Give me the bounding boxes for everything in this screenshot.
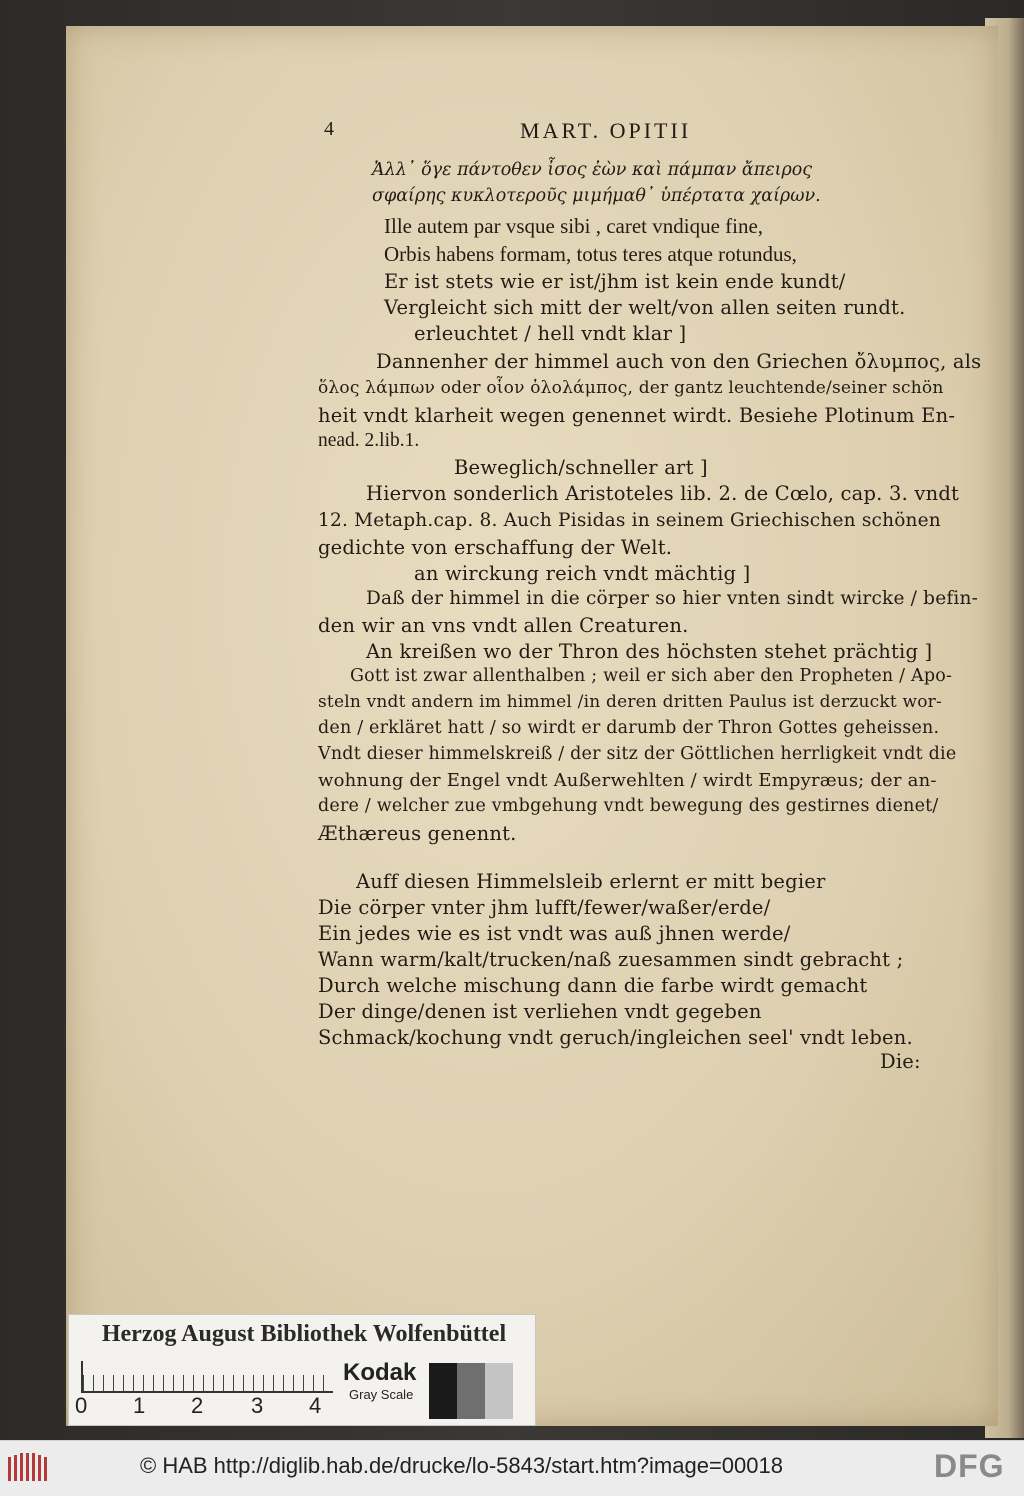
text-line: erleuchtet / hell vndt klar ] xyxy=(414,322,687,345)
text-line: gedichte von erschaffung der Welt. xyxy=(318,536,673,559)
text-line: wohnung der Engel vndt Außerwehlten / wirdt Empyræus; der an- xyxy=(318,770,937,791)
color-target-card xyxy=(68,1314,536,1426)
footer-credit-link[interactable]: © HAB http://diglib.hab.de/drucke/lo-5843/start.htm?image=00018 xyxy=(140,1453,783,1478)
verse-line: Die cörper vnter jhm lufft/fewer/waßer/erde/ xyxy=(318,896,771,919)
text-line: 12. Metaph.cap. 8. Auch Pisidas in seinem Griechischen schönen xyxy=(318,510,941,531)
text-line: Æthæreus genennt. xyxy=(318,822,517,845)
text-line: Orbis habens formam, totus teres atque rotundus, xyxy=(384,242,797,266)
text-line: Ἀλλ᾽ ὅγε πάντοθεν ἶσος ἐὼν καὶ πάμπαν ἄπειρος xyxy=(372,160,813,180)
text-line: Beweglich/schneller art ] xyxy=(454,456,708,479)
text-line: nead. 2.lib.1. xyxy=(318,430,420,451)
text-line: Vergleicht sich mitt der welt/von allen seiten rundt. xyxy=(384,296,906,319)
text-line: Vndt dieser himmelskreiß / der sitz der Göttlichen herrligkeit vndt die xyxy=(318,744,957,764)
target-title: Herzog August Bibliothek Wolfenbüttel xyxy=(101,1321,507,1347)
catchword: Die: xyxy=(880,1050,921,1073)
text-line: heit vndt klarheit wegen genennet wirdt. Besiehe Plotinum En- xyxy=(318,404,956,427)
verse-line: Durch welche mischung dann die farbe wirdt gemacht xyxy=(318,974,868,997)
footer-bar xyxy=(0,1440,1024,1496)
page-number: 4 xyxy=(324,118,337,140)
gray-swatch-black xyxy=(429,1363,457,1419)
text-line: den wir an vns vndt allen Creaturen. xyxy=(318,614,689,637)
text-line: dere / welcher zue vmbgehung vndt bewegung des gestirnes dienet/ xyxy=(318,796,939,816)
ruler-number: 3 xyxy=(251,1393,264,1418)
verse-line: Der dinge/denen ist verliehen vndt gegeben xyxy=(318,1000,762,1023)
text-line: steln vndt andern im himmel /in deren dritten Paulus ist derzuckt wor- xyxy=(318,692,942,712)
text-line: Er ist stets wie er ist/jhm ist kein ende kundt/ xyxy=(384,270,846,293)
text-line: an wirckung reich vndt mächtig ] xyxy=(414,562,751,585)
ruler-number: 2 xyxy=(191,1393,204,1418)
ruler-number: 0 xyxy=(75,1393,88,1418)
text-line: Ille autem par vsque sibi , caret vndique fine, xyxy=(384,214,764,238)
ruler-number: 4 xyxy=(309,1393,322,1418)
verse-line: Auff diesen Himmelsleib erlernt er mitt begier xyxy=(356,870,826,893)
verse-line: Wann warm/kalt/trucken/naß zuesammen sindt gebracht ; xyxy=(318,948,904,971)
dfg-logo: DFG xyxy=(934,1448,1005,1484)
gray-swatch-mid xyxy=(457,1363,485,1419)
verse-line: Ein jedes wie es ist vndt was auß jhnen werde/ xyxy=(318,922,791,945)
text-line: Dannenher der himmel auch von den Griechen ὄλυμπος, als xyxy=(376,350,982,373)
text-line: Hiervon sonderlich Aristoteles lib. 2. de Cœlo, cap. 3. vndt xyxy=(366,482,960,505)
scale-ruler xyxy=(81,1361,333,1393)
text-line: Gott ist zwar allenthalben ; weil er sich aber den Propheten / Apo- xyxy=(350,666,953,686)
gray-scale-label: Gray Scale xyxy=(349,1387,414,1402)
hab-logo-icon xyxy=(6,1451,50,1485)
kodak-label: Kodak xyxy=(343,1359,417,1386)
verse-line: Schmack/kochung vndt geruch/ingleichen seel' vndt leben. xyxy=(318,1026,913,1049)
text-line: An kreißen wo der Thron des höchsten stehet prächtig ] xyxy=(366,640,933,663)
text-line: σφαίρης κυκλοτεροῦς μιμήμαθ᾽ ὑπέρτατα χαίρων. xyxy=(372,186,821,206)
text-line: Daß der himmel in die cörper so hier vnten sindt wircke / befin- xyxy=(366,588,979,609)
text-line: ὅλος λάμπων oder οἷον ὁλολάμπος, der gantz leuchtende/seiner schön xyxy=(318,378,944,398)
ruler-number: 1 xyxy=(133,1393,146,1418)
book-page xyxy=(66,26,998,1426)
gray-swatch-light xyxy=(485,1363,513,1419)
text-line: den / erkläret hatt / so wirdt er darumb der Thron Gottes geheissen. xyxy=(318,718,940,738)
running-head: MART. OPITII xyxy=(520,118,692,143)
